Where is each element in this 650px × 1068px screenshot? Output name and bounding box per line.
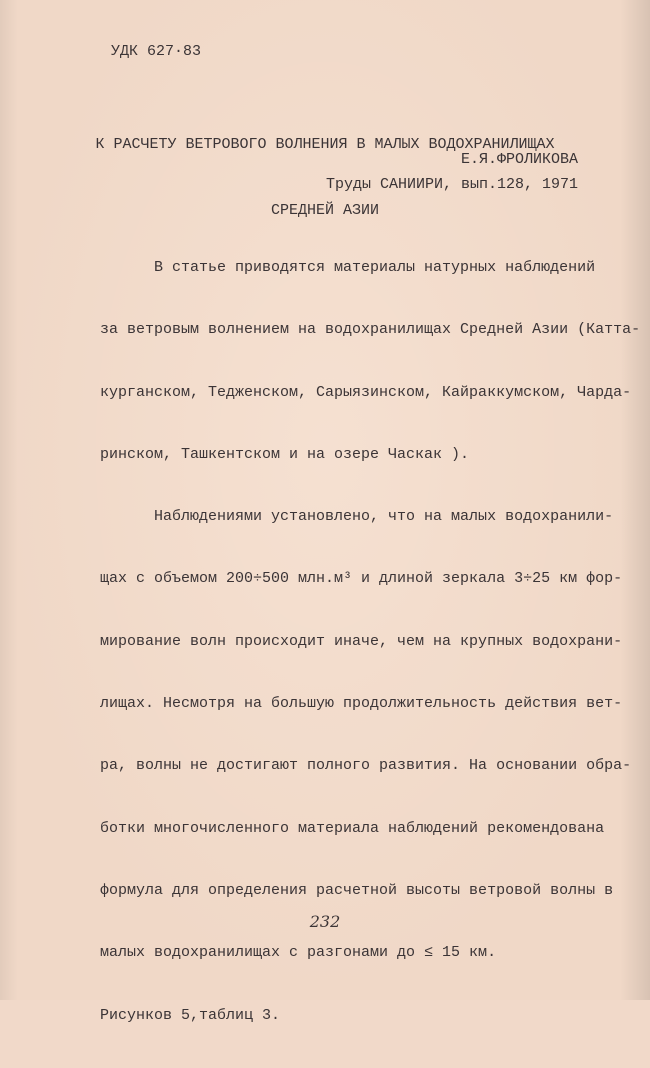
text-line: формула для определения расчетной высоты ветровой волны в — [100, 881, 614, 899]
text-line: щах с объемом 200÷500 млн.м³ и длиной зеркала 3÷25 км фор- — [100, 570, 623, 588]
text-line: В статье приводятся материалы натурных наблюдений — [100, 259, 596, 276]
text-line: ботки многочисленного материала наблюдений рекомендована — [100, 819, 605, 837]
text-line: мирование волн происходит иначе, чем на крупных водохрани- — [100, 632, 623, 650]
title-line-1: К РАСЧЕТУ ВЕТРОВОГО ВОЛНЕНИЯ В МАЛЫХ ВОДОХРАНИЛИЩАХ — [95, 136, 555, 153]
text-line: за ветровым волнением на водохранилищах Средней Азии (Катта- — [100, 321, 641, 339]
text-line: ра, волны не достигают полного развития. На основании обра- — [100, 757, 632, 775]
text-line: курганском, Тедженском, Сарыязинском, Кайраккумском, Чарда- — [100, 383, 632, 401]
abstract-text — [100, 218, 641, 1068]
author-name: Е.Я.ФРОЛИКОВА — [460, 151, 578, 168]
publication-source: Труды САНИИРИ, вып.128, 1971 — [325, 176, 578, 193]
text-line: ринском, Ташкентском и на озере Часкак ). — [100, 445, 470, 463]
text-line: малых водохранилищах с разгонами до ≤ 15 км. — [100, 944, 497, 962]
text-line: Наблюдениями установлено, что на малых водохранили- — [100, 508, 614, 526]
page-number: 232 — [309, 912, 341, 931]
title-line-2: СРЕДНЕЙ АЗИИ — [270, 202, 380, 219]
text-line: лищах. Несмотря на большую продолжительность действия вет- — [100, 695, 623, 713]
udk-code: УДК 627·83 — [111, 43, 202, 60]
text-line: Рисунков 5,таблиц 3. — [100, 1006, 281, 1024]
